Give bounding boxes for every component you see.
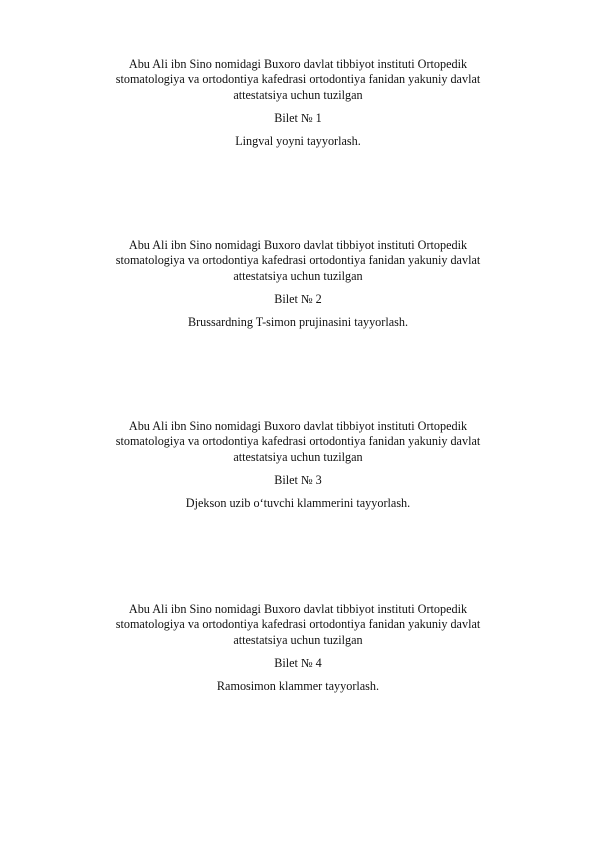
ticket-task: Lingval yoyni tayyorlash.	[235, 134, 361, 149]
ticket-number: Bilet № 1	[274, 111, 322, 126]
ticket-header: Abu Ali ibn Sino nomidagi Buxoro davlat tibbiyot instituti Ortopedik stomatologiya va ortodontiya kafedrasi ortodontiya fanidan yakuniy davlat attestatsiya uchun tuzilgan	[115, 419, 481, 464]
ticket-block	[100, 238, 496, 330]
ticket-block	[100, 419, 496, 511]
ticket-task: Brussardning T-simon prujinasini tayyorlash.	[187, 315, 409, 330]
ticket-number: Bilet № 4	[274, 656, 322, 671]
ticket-block	[100, 602, 496, 694]
ticket-block	[100, 57, 496, 149]
ticket-header: Abu Ali ibn Sino nomidagi Buxoro davlat tibbiyot instituti Ortopedik stomatologiya va ortodontiya kafedrasi ortodontiya fanidan yakuniy davlat attestatsiya uchun tuzilgan	[115, 57, 481, 102]
ticket-number: Bilet № 3	[274, 473, 322, 488]
ticket-task: Djekson uzib o‘tuvchi klammerini tayyorlash.	[185, 496, 411, 511]
ticket-task: Ramosimon klammer tayyorlash.	[216, 679, 380, 694]
ticket-header: Abu Ali ibn Sino nomidagi Buxoro davlat tibbiyot instituti Ortopedik stomatologiya va ortodontiya kafedrasi ortodontiya fanidan yakuniy davlat attestatsiya uchun tuzilgan	[115, 602, 481, 647]
ticket-number: Bilet № 2	[274, 292, 322, 307]
ticket-header: Abu Ali ibn Sino nomidagi Buxoro davlat tibbiyot instituti Ortopedik stomatologiya va ortodontiya kafedrasi ortodontiya fanidan yakuniy davlat attestatsiya uchun tuzilgan	[115, 238, 481, 283]
